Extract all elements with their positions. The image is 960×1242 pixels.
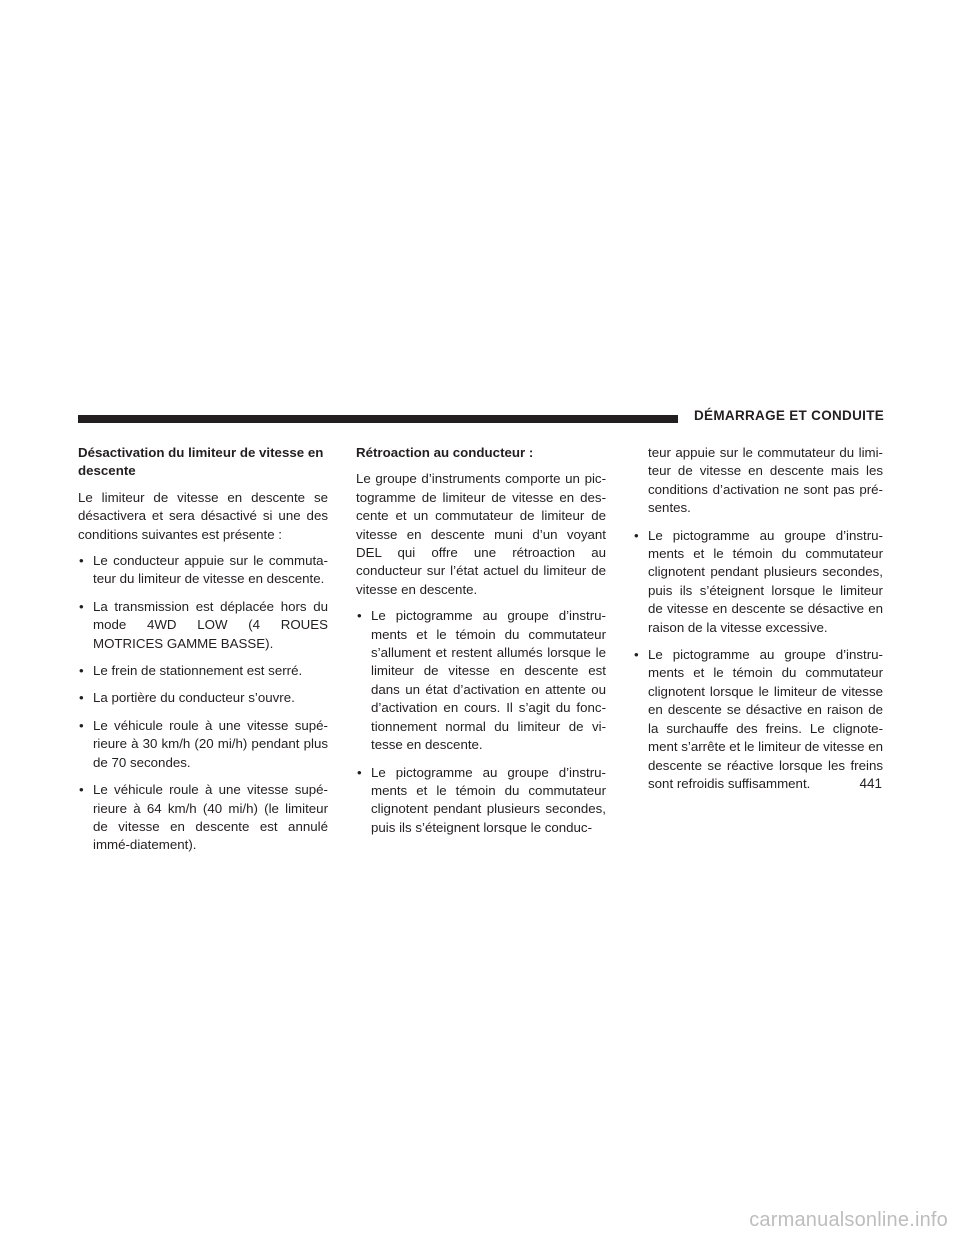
bullet-icon: •	[79, 690, 84, 706]
list-item: • Le pictogramme au groupe d’instru-ments et le témoin du commutateur clignotent pendant plusieurs secondes, puis ils s’éteignent lorsque le limiteur de vitesse en descente se désactive en raison de la vitesse excessive.	[634, 527, 883, 635]
column-2	[356, 444, 606, 846]
paragraph-intro: Le groupe d’instruments comporte un pic-togramme de limiteur de vitesse en des-cente et un commutateur de limiteur de vitesse en descente muni d’un voyant DEL qui offre une rétroaction au conducteur sur l’état actuel du limiteur de vitesse en descente.	[356, 471, 606, 597]
list-item: • La portière du conducteur s’ouvre.	[78, 689, 328, 707]
list-item: • Le pictogramme au groupe d’instru-ments et le témoin du commutateur s’allument et restent allumés lorsque le limiteur de vitesse en descente est dans un état d’activation en attente ou d’activation en cours. Il s’agit du fonc-tionnement normal du limiteur de vi-tesse en descente.	[357, 608, 606, 753]
bullet-icon: •	[79, 663, 84, 679]
paragraph-intro: Le limiteur de vitesse en descente se désactivera et sera désactivé si une des conditions suivantes est présente :	[78, 489, 328, 542]
section-title: DÉMARRAGE ET CONDUITE	[694, 408, 885, 423]
list-item: • Le pictogramme au groupe d’instru-ments et le témoin du commutateur clignotent lorsque le limiteur de vitesse en descente se désactive en raison de la surchauffe des freins. Le clignote-ment s’arrête et le limiteur de vitesse en descente se réactive lorsque les freins sont refroidis suffisamment.	[634, 647, 884, 791]
bullet-icon: •	[634, 527, 639, 543]
bullet-icon: •	[357, 608, 362, 624]
condition-list	[78, 552, 328, 855]
header-rule	[78, 415, 678, 423]
list-item: • Le véhicule roule à une vitesse supé-rieure à 64 km/h (40 mi/h) (le limiteur de vitesse en descente est annulé immé-diatement).	[79, 782, 328, 853]
bullet-icon: •	[634, 647, 639, 663]
list-item: • Le véhicule roule à une vitesse supé-rieure à 30 km/h (20 mi/h) pendant plus de 70 secondes.	[79, 717, 328, 770]
page-number: 441	[859, 776, 882, 791]
bullet-icon: •	[79, 782, 84, 798]
bullet-icon: •	[79, 553, 84, 569]
bullet-icon: •	[357, 764, 362, 780]
bullet-icon: •	[79, 598, 84, 614]
heading-hdc-deactivation: Désactivation du limiteur de vitesse en descente	[78, 445, 324, 479]
heading-driver-feedback: Rétroaction au conducteur :	[356, 445, 534, 460]
feedback-list-continued	[633, 444, 883, 793]
column-3	[633, 444, 883, 802]
list-item: • Le frein de stationnement est serré.	[78, 662, 328, 680]
list-item-continuation: teur appuie sur le commutateur du limi-teur de vitesse en descente mais les conditions d’activation ne sont pas pré-sentes.	[648, 445, 883, 516]
list-item: • Le conducteur appuie sur le commuta-teur du limiteur de vitesse en descente.	[79, 553, 328, 587]
list-item: • Le pictogramme au groupe d’instru-ments et le témoin du commutateur clignotent pendant plusieurs secondes, puis ils s’éteignent lorsque le conduc-	[357, 764, 606, 835]
watermark: carmanualsonline.info	[749, 1209, 948, 1231]
feedback-list	[356, 607, 606, 837]
column-1	[78, 444, 328, 864]
list-item: • La transmission est déplacée hors du mode 4WD LOW (4 ROUES MOTRICES GAMME BASSE).	[79, 598, 328, 651]
bullet-icon: •	[79, 717, 84, 733]
